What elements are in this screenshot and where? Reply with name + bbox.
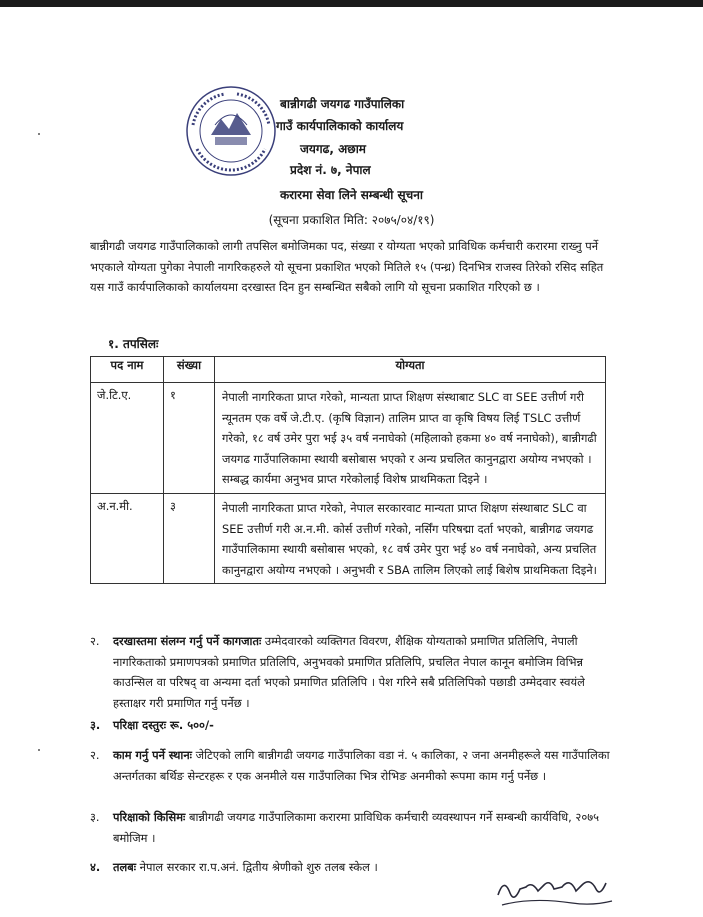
item-text: जेटिएको लागि बान्नीगढी जयगढ गाउँपालिका वडा नं. ५ कालिका, २ जना अनमीहरूले यस गाउँपालिका अन्तर्गतका बर्थिङ सेन्टरहरू र एक अनमीले यस गाउँपालिका भित्र रोभिङ अनमीको रूपमा काम गर्नु पर्नेछ । [113, 748, 610, 783]
notice-page [0, 7, 703, 910]
item-label: दरखास्तमा संलग्न गर्नु पर्ने कागजातः [113, 634, 262, 648]
col-header-post: पद नाम [91, 357, 164, 383]
table-row [91, 493, 606, 583]
header-province: प्रदेश नं. ७, नेपाल [290, 163, 371, 177]
item-required-documents [90, 631, 612, 713]
item-text: बान्नीगढी जयगढ गाउँपालिकामा करारमा प्राविधिक कर्मचारी व्यवस्थापन गर्ने सम्बन्धी कार्यविधि, २०७५ बमोजिम । [113, 810, 600, 845]
header-location: जयगढ, अछाम [300, 142, 366, 156]
item-text: नेपाल सरकार रा.प.अनं. द्वितीय श्रेणीको शुरु तलब स्केल । [136, 860, 378, 874]
notice-date: (सूचना प्रकाशित मिति: २०७५/०४/१९) [268, 213, 435, 227]
table-header-row [91, 357, 606, 383]
item-exam-type [90, 807, 612, 848]
cell-post: जे.टि.ए. [91, 383, 164, 494]
positions-table [90, 356, 606, 584]
item-work-location [90, 745, 612, 786]
col-header-count: संख्या [164, 357, 215, 383]
item-text: उम्मेदवारको व्यक्तिगत विवरण, शैक्षिक योग्यताको प्रमाणित प्रतिलिपि, नेपाली नागरिकताको प्रमाणपत्रको प्रमाणित प्रतिलिपि, अनुभवको प्रमाणित प्रतिलिपि, प्रचलित नेपाल कानून बमोजिम विभिन्न काउन्सिल वा परिषद् वा अन्यमा दर्ता भएको प्रमाणित प्रतिलिपि । पेश गरिने सबै प्रतिलिपिको पछाडी उम्मेदवार स्वयंले हस्ताक्षर गरी प्रमाणित गर्नु पर्नेछ । [113, 634, 585, 710]
item-exam-fee [90, 715, 612, 736]
header-municipality-name: बान्नीगढी जयगढ गाउँपालिका [280, 97, 405, 111]
intro-paragraph: बान्नीगढी जयगढ गाउँपालिकाको लागी तपसिल बमोजिमका पद, संख्या र योग्यता भएको प्राविधिक कर्मचारी करारमा राख्नु पर्ने भएकाले योग्यता पुगेका नेपाली नागरिकहरुले यो सूचना प्रकाशित भएको मितिले १५ (पन्ध्र) दिनभित्र राजस्व तिरेको रसिद सहित यस गाउँ कार्यपालिकाको कार्यालयमा दरखास्त दिन हुन सम्बन्धित सबैको लागि यो सूचना प्रकाशित गरिएको छ । [90, 239, 604, 294]
item-number: ३. [90, 810, 100, 824]
cell-post: अ.न.मी. [91, 493, 164, 583]
scan-top-border [0, 0, 703, 7]
item-number: ३. [90, 718, 101, 732]
header-office-name: गाउँ कार्यपालिकाको कार्यालय [276, 119, 404, 133]
item-number: २. [90, 634, 100, 648]
cell-qualification: नेपाली नागरिकता प्राप्त गरेको, मान्यता प्राप्त शिक्षण संस्थाबाट SLC वा SEE उत्तीर्ण गरी न्यूनतम एक वर्षे जे.टी.ए. (कृषि विज्ञान) तालिम प्राप्त वा कृषि विषय लिई TSLC उत्तीर्ण गरेको, १८ वर्ष उमेर पुरा भई ३५ वर्ष ननाघेको (महिलाको हकमा ४० वर्ष ननाघेको), बान्नीगढी जयगढ गाउँपालिकामा स्थायी बसोबास भएको र अन्य प्रचलित कानुनद्वारा अयोग्य नभएको । सम्बद्ध कार्यमा अनुभव प्राप्त गरेकोलाई विशेष प्राथमिकता दिइने । [215, 383, 606, 494]
municipality-seal-logo [185, 85, 277, 177]
item-number: २. [90, 748, 100, 762]
cell-count: १ [164, 383, 215, 494]
item-label: परिक्षा दस्तुरः रू. ५००/- [113, 718, 214, 732]
scan-speck [38, 749, 40, 751]
cell-qualification: नेपाली नागरिकता प्राप्त गरेको, नेपाल सरकारवाट मान्यता प्राप्त शिक्षण संस्थाबाट SLC वा SEE उत्तीर्ण गरी अ.न.मी. कोर्स उत्तीर्ण गरेको, नर्सिंग परिषद्मा दर्ता भएको, बान्नीगढ जयगढ गाउँपालिकामा स्थायी बसोबास भएको, १८ वर्ष उमेर पुरा भई ४० वर्ष ननाघेको, अन्य प्रचलित कानुनद्वारा अयोग्य नभएको । अनुभवी र SBA तालिम लिएको लाई बिशेष प्राथमिकता दिइने। [215, 493, 606, 583]
item-label: परिक्षाको किसिमः [113, 810, 186, 824]
table-row [91, 383, 606, 494]
col-header-qualification: योग्यता [215, 357, 606, 383]
item-label: तलबः [113, 860, 137, 874]
scan-speck [38, 133, 40, 135]
item-number: ४. [90, 860, 101, 874]
cell-count: ३ [164, 493, 215, 583]
section-1-heading: १. तपसिलः [108, 337, 159, 351]
item-label: काम गर्नु पर्ने स्थानः [113, 748, 192, 762]
notice-title: करारमा सेवा लिने सम्बन्धी सूचना [279, 188, 424, 202]
